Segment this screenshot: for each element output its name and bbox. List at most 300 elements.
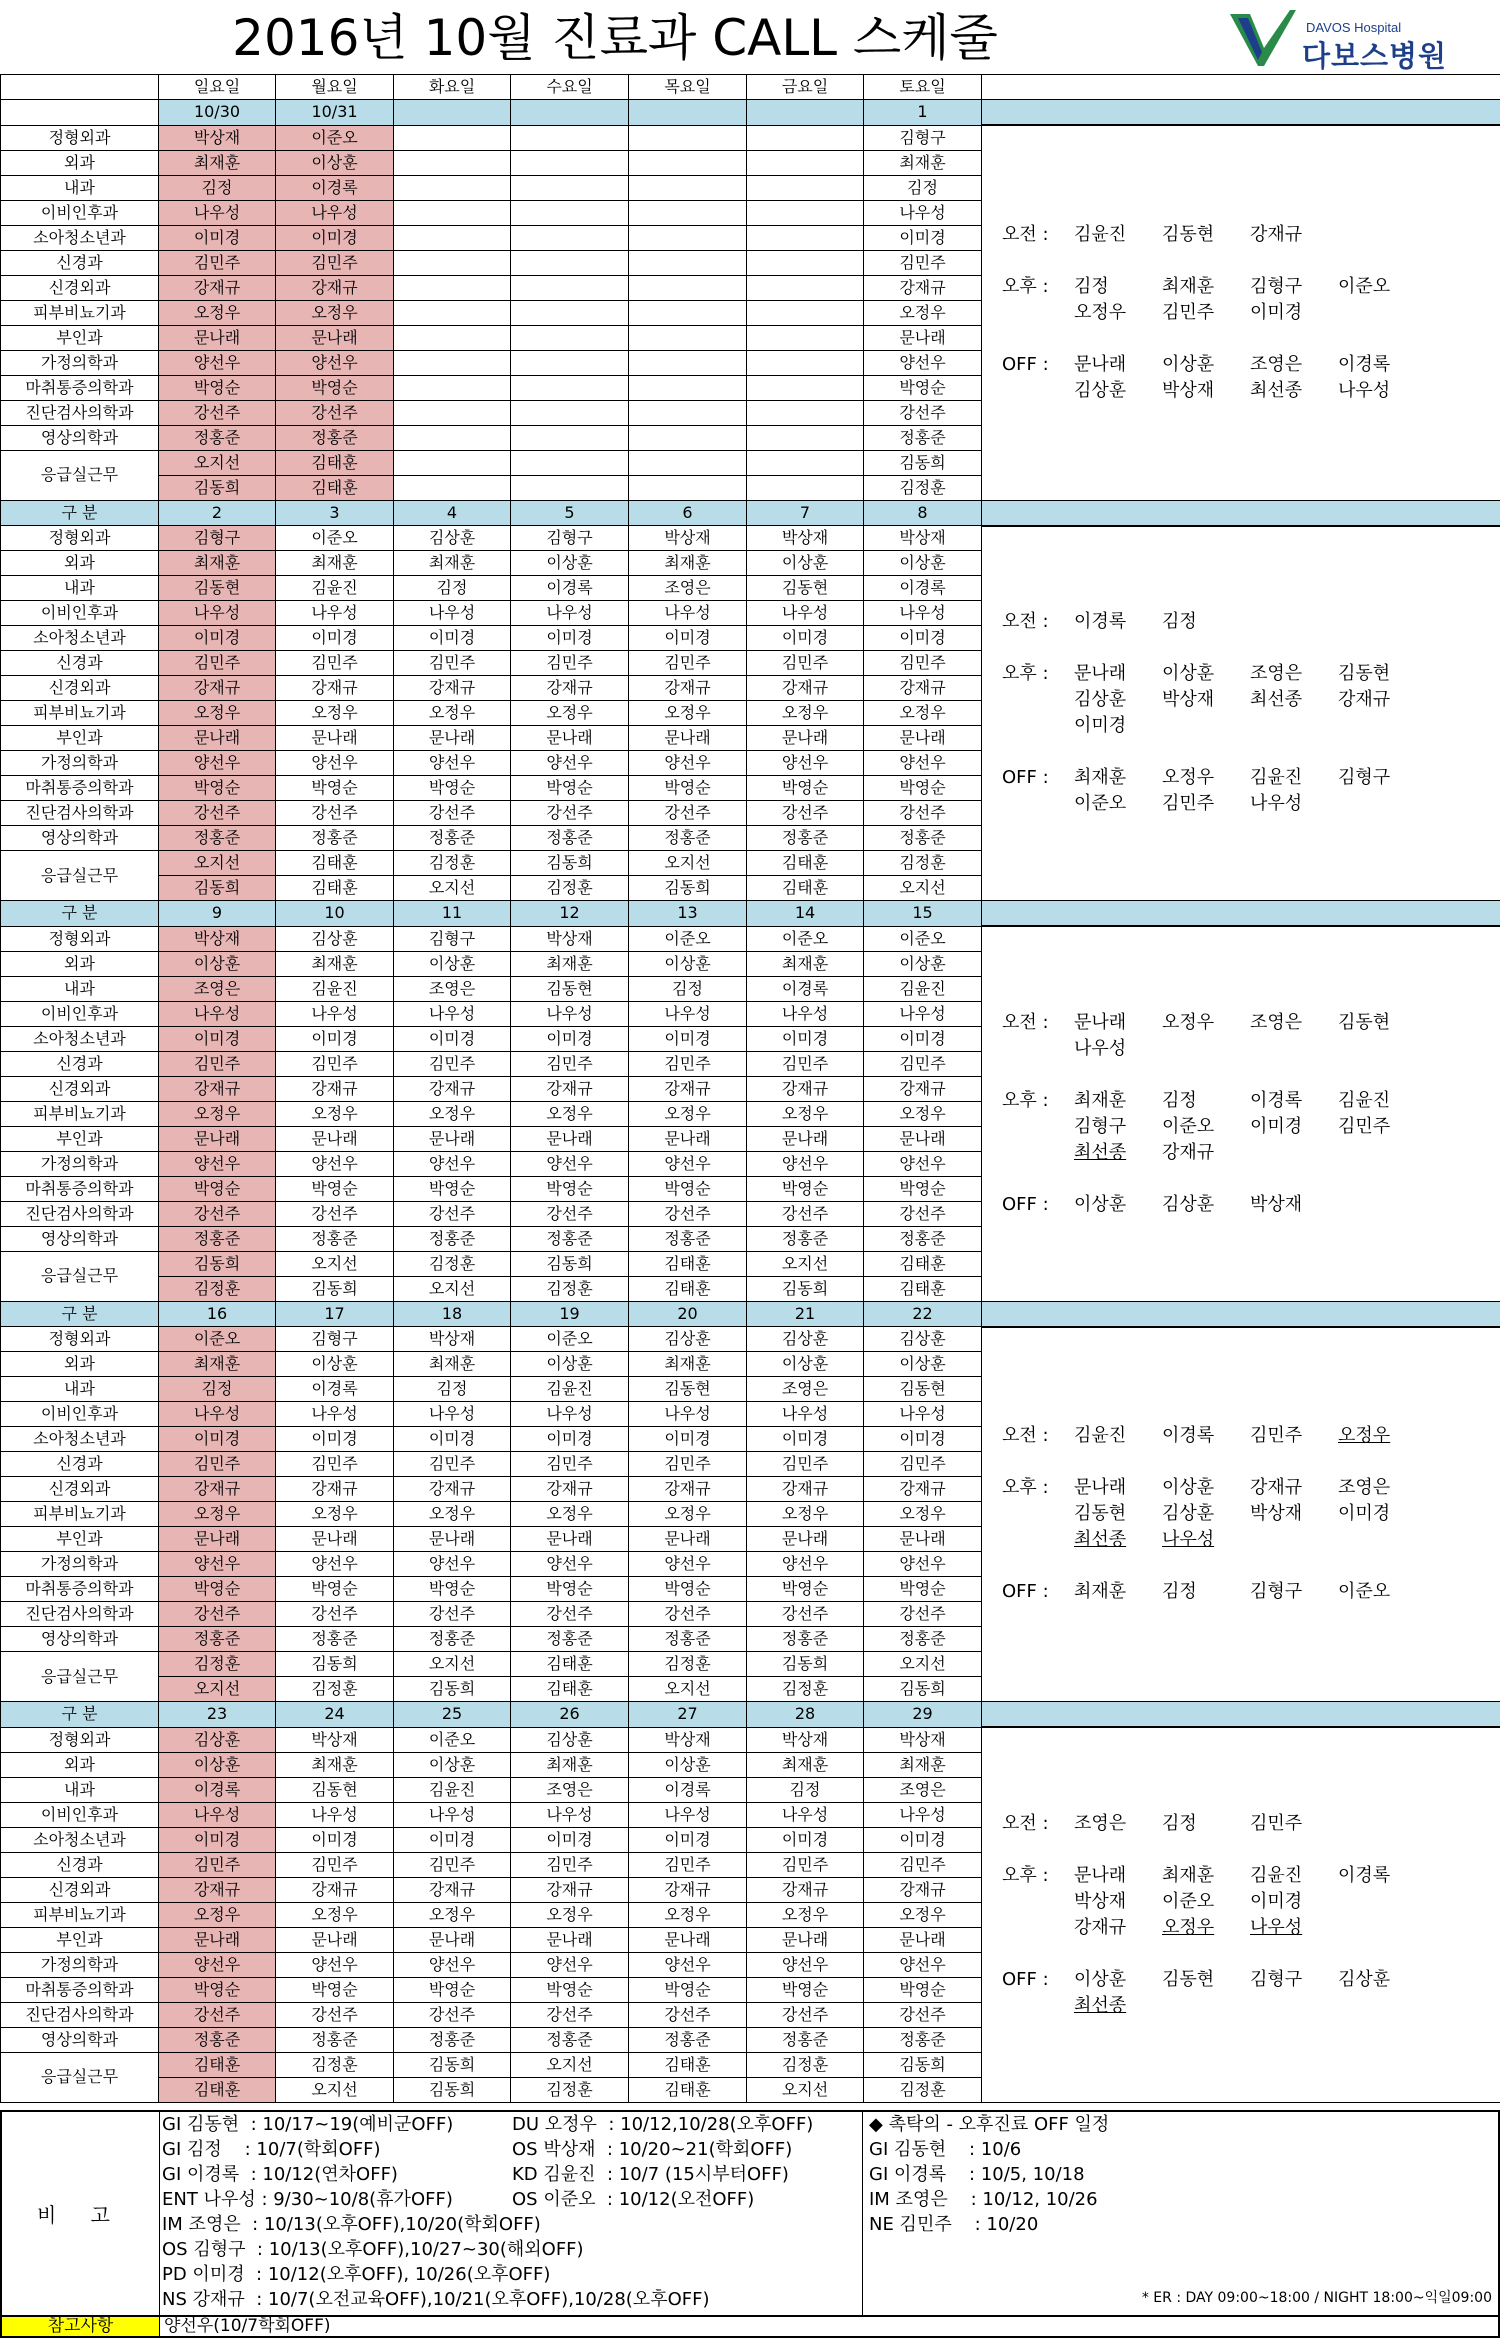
duty-cell: 오정우	[629, 1902, 747, 1927]
notes-key: OFF :	[1002, 1193, 1049, 1215]
duty-cell: 양선우	[629, 1552, 747, 1577]
duty-cell: 오정우	[276, 1101, 394, 1126]
er-duty-cell: 김동희	[159, 876, 276, 901]
duty-cell: 김윤진	[276, 576, 394, 601]
duty-cell: 강재규	[747, 1877, 864, 1902]
er-duty-cell: 오지선	[394, 1276, 511, 1301]
duty-cell: 강재규	[159, 275, 276, 300]
duty-cell: 최재훈	[276, 551, 394, 576]
duty-cell: 김민주	[511, 651, 629, 676]
duty-cell: 이미경	[629, 626, 747, 651]
duty-cell: 박영순	[159, 375, 276, 400]
duty-cell: 이경록	[276, 1377, 394, 1402]
notes-name: 김형구	[1250, 1581, 1303, 1603]
duty-cell: 최재훈	[864, 150, 982, 175]
department-name: 정형외과	[1, 125, 159, 150]
duty-cell: 김형구	[864, 125, 982, 150]
duty-cell: 이경록	[864, 576, 982, 601]
duty-cell: 이상훈	[159, 1752, 276, 1777]
duty-cell: 양선우	[159, 1552, 276, 1577]
duty-cell	[747, 325, 864, 350]
department-name: 이비인후과	[1, 601, 159, 626]
duty-cell: 강선주	[864, 400, 982, 425]
duty-cell: 조영은	[511, 1777, 629, 1802]
duty-cell: 이미경	[747, 626, 864, 651]
page-header	[0, 0, 1500, 74]
duty-cell: 나우성	[864, 1802, 982, 1827]
duty-cell: 이상훈	[511, 551, 629, 576]
notes-name: 이경록	[1162, 1425, 1215, 1447]
duty-cell: 강재규	[864, 1877, 982, 1902]
duty-cell	[511, 275, 629, 300]
er-duty-cell	[511, 475, 629, 500]
notes-name: 김윤진	[1250, 767, 1303, 789]
notes-name: 박상재	[1250, 1503, 1303, 1525]
er-duty-cell: 오지선	[511, 2052, 629, 2077]
remark-line: KD 김윤진 : 10/7 (15시부터OFF)	[512, 2164, 789, 2185]
duty-cell: 강선주	[747, 2002, 864, 2027]
notes-name: 강재규	[1338, 689, 1391, 711]
duty-cell: 정홍준	[747, 826, 864, 851]
duty-cell: 양선우	[864, 1952, 982, 1977]
duty-cell: 정홍준	[629, 826, 747, 851]
duty-cell: 김상훈	[276, 926, 394, 951]
duty-cell: 문나래	[864, 1927, 982, 1952]
duty-cell: 문나래	[394, 1126, 511, 1151]
date-cell: 8	[864, 500, 982, 526]
notes-name: 강재규	[1074, 1916, 1127, 1938]
duty-cell: 박영순	[276, 1577, 394, 1602]
remark-line: NE 김민주 : 10/20	[869, 2214, 1039, 2235]
duty-cell	[747, 200, 864, 225]
notes-line	[1002, 791, 1500, 817]
duty-cell: 오정우	[159, 701, 276, 726]
duty-cell: 김정	[394, 576, 511, 601]
duty-cell: 양선우	[276, 350, 394, 375]
duty-cell: 오정우	[864, 701, 982, 726]
date-cell: 14	[747, 901, 864, 927]
duty-cell: 박상재	[511, 926, 629, 951]
duty-cell: 나우성	[864, 1001, 982, 1026]
notes-name: 김민주	[1250, 1425, 1303, 1447]
department-name: 신경외과	[1, 1477, 159, 1502]
duty-cell: 조영은	[629, 576, 747, 601]
er-duty-cell: 김태훈	[629, 2077, 747, 2102]
notes-name: 최선종	[1250, 689, 1303, 711]
schedule-table	[0, 74, 1500, 2103]
duty-cell: 나우성	[747, 1802, 864, 1827]
er-duty-cell	[629, 475, 747, 500]
department-name: 마취통증의학과	[1, 776, 159, 801]
er-label: 응급실근무	[1, 450, 159, 500]
duty-cell: 문나래	[629, 1927, 747, 1952]
notes-line	[1002, 1114, 1500, 1140]
duty-cell: 양선우	[864, 350, 982, 375]
duty-cell: 오정우	[629, 1502, 747, 1527]
duty-cell: 양선우	[747, 1952, 864, 1977]
notes-line	[1002, 378, 1500, 404]
er-duty-cell: 김동희	[864, 2052, 982, 2077]
department-name: 진단검사의학과	[1, 400, 159, 425]
department-name: 외과	[1, 1752, 159, 1777]
duty-cell: 문나래	[747, 1527, 864, 1552]
er-duty-cell: 오지선	[394, 876, 511, 901]
notes-name: 오정우	[1162, 1011, 1215, 1033]
duty-cell: 양선우	[276, 1552, 394, 1577]
duty-cell: 나우성	[159, 200, 276, 225]
duty-cell: 문나래	[159, 1927, 276, 1952]
duty-cell: 정홍준	[511, 2027, 629, 2052]
notes-name: 김상훈	[1162, 1193, 1215, 1215]
duty-cell: 이상훈	[394, 951, 511, 976]
duty-cell	[629, 225, 747, 250]
duty-cell	[629, 300, 747, 325]
duty-cell: 강재규	[276, 1477, 394, 1502]
duty-cell: 이상훈	[864, 1352, 982, 1377]
duty-cell: 최재훈	[276, 951, 394, 976]
duty-cell: 나우성	[276, 1402, 394, 1427]
duty-cell: 문나래	[394, 726, 511, 751]
department-name: 신경과	[1, 1452, 159, 1477]
duty-cell: 이상훈	[629, 1752, 747, 1777]
duty-cell: 정홍준	[394, 1226, 511, 1251]
duty-cell: 양선우	[159, 1952, 276, 1977]
duty-cell	[511, 175, 629, 200]
notes-name: 최재훈	[1162, 275, 1215, 297]
duty-cell	[747, 375, 864, 400]
duty-cell: 최재훈	[864, 1752, 982, 1777]
duty-cell: 강선주	[276, 1602, 394, 1627]
duty-cell: 조영은	[864, 1777, 982, 1802]
duty-cell: 박상재	[394, 1327, 511, 1352]
duty-cell: 양선우	[747, 1552, 864, 1577]
duty-cell: 김정	[159, 1377, 276, 1402]
date-cell: 5	[511, 500, 629, 526]
department-name: 진단검사의학과	[1, 1201, 159, 1226]
duty-cell: 오정우	[159, 1502, 276, 1527]
duty-cell: 김상훈	[511, 1727, 629, 1752]
duty-cell: 김민주	[159, 250, 276, 275]
duty-cell: 이상훈	[159, 951, 276, 976]
remark-line: DU 오정우 : 10/12,10/28(오후OFF)	[512, 2114, 814, 2135]
duty-cell: 오정우	[629, 701, 747, 726]
duty-cell: 김민주	[394, 651, 511, 676]
duty-cell: 김민주	[394, 1051, 511, 1076]
notes-name: 오정우	[1162, 1916, 1215, 1938]
er-duty-cell: 오지선	[276, 2077, 394, 2102]
duty-cell: 양선우	[629, 1952, 747, 1977]
duty-cell: 박영순	[511, 1176, 629, 1201]
duty-cell: 문나래	[864, 1527, 982, 1552]
duty-cell: 김윤진	[276, 976, 394, 1001]
duty-cell: 박영순	[159, 1977, 276, 2002]
er-duty-cell: 김정훈	[864, 475, 982, 500]
department-name: 마취통증의학과	[1, 1577, 159, 1602]
duty-cell: 김형구	[276, 1327, 394, 1352]
duty-cell: 나우성	[276, 200, 394, 225]
gubun-label: 구 분	[1, 901, 159, 927]
duty-cell	[394, 425, 511, 450]
er-duty-cell: 김태훈	[276, 876, 394, 901]
duty-cell: 김민주	[159, 1452, 276, 1477]
duty-cell: 이준오	[159, 1327, 276, 1352]
duty-cell: 김민주	[629, 1852, 747, 1877]
department-name: 신경외과	[1, 1877, 159, 1902]
duty-cell: 김정	[394, 1377, 511, 1402]
duty-cell: 양선우	[747, 1151, 864, 1176]
notes-name: 오정우	[1074, 301, 1127, 323]
department-name: 영상의학과	[1, 2027, 159, 2052]
duty-cell: 이미경	[394, 626, 511, 651]
duty-cell: 박영순	[629, 1176, 747, 1201]
duty-cell: 김민주	[394, 1852, 511, 1877]
duty-cell: 강선주	[276, 1201, 394, 1226]
notes-key: 오전 :	[1002, 1425, 1049, 1447]
duty-cell: 이미경	[159, 1026, 276, 1051]
notes-name: 문나래	[1074, 1864, 1127, 1886]
duty-cell: 이미경	[159, 225, 276, 250]
duty-cell	[747, 175, 864, 200]
duty-cell: 문나래	[511, 726, 629, 751]
duty-cell: 양선우	[394, 751, 511, 776]
duty-cell: 이미경	[276, 225, 394, 250]
er-duty-cell: 김동희	[864, 1677, 982, 1702]
er-duty-cell: 김동희	[159, 475, 276, 500]
notes-name: 김정	[1162, 1812, 1197, 1834]
duty-cell: 나우성	[394, 1402, 511, 1427]
weekday-header: 금요일	[747, 75, 864, 100]
remark-line: IM 조영은 : 10/12, 10/26	[869, 2189, 1098, 2210]
duty-cell: 문나래	[629, 1527, 747, 1552]
department-name: 부인과	[1, 1927, 159, 1952]
duty-cell: 이미경	[394, 1026, 511, 1051]
duty-cell: 강선주	[747, 1201, 864, 1226]
remark-line: GI 이경록 : 10/5, 10/18	[869, 2164, 1085, 2185]
duty-cell: 오정우	[864, 1101, 982, 1126]
notes-line	[1002, 274, 1500, 300]
duty-cell: 문나래	[159, 325, 276, 350]
notes-key: OFF :	[1002, 1968, 1049, 1990]
duty-cell: 오정우	[394, 1101, 511, 1126]
notes-name: 최선종	[1074, 1141, 1127, 1163]
notes-name: 나우성	[1074, 1037, 1127, 1059]
duty-cell: 문나래	[864, 726, 982, 751]
notes-name: 이경록	[1338, 1864, 1391, 1886]
notes-name: 조영은	[1074, 1812, 1127, 1834]
department-name: 신경과	[1, 250, 159, 275]
department-name: 소아청소년과	[1, 225, 159, 250]
er-duty-cell: 김태훈	[511, 1677, 629, 1702]
department-name: 피부비뇨기과	[1, 300, 159, 325]
notes-name: 나우성	[1250, 793, 1303, 815]
date-cell: 17	[276, 1301, 394, 1327]
notes-line	[1002, 1915, 1500, 1941]
department-name: 신경과	[1, 651, 159, 676]
notes-line	[1002, 1811, 1500, 1837]
er-duty-cell: 김동희	[747, 1652, 864, 1677]
department-name: 소아청소년과	[1, 626, 159, 651]
date-cell: 11	[394, 901, 511, 927]
duty-cell	[747, 275, 864, 300]
notes-key: OFF :	[1002, 1581, 1049, 1603]
duty-cell	[394, 300, 511, 325]
date-cell	[511, 100, 629, 126]
duty-cell: 박영순	[747, 1977, 864, 2002]
duty-cell: 문나래	[276, 726, 394, 751]
duty-cell	[394, 250, 511, 275]
remark-line: GI 김동현 : 10/6	[869, 2139, 1022, 2160]
duty-cell	[394, 150, 511, 175]
notes-name: 박상재	[1162, 379, 1215, 401]
date-cell	[747, 100, 864, 126]
duty-cell: 이경록	[629, 1777, 747, 1802]
notes-name: 김동현	[1162, 223, 1215, 245]
duty-cell: 강재규	[864, 1076, 982, 1101]
duty-cell: 김동현	[747, 576, 864, 601]
department-name: 부인과	[1, 325, 159, 350]
notes-key: OFF :	[1002, 353, 1049, 375]
er-duty-cell: 김정훈	[747, 2052, 864, 2077]
duty-cell: 박영순	[276, 1977, 394, 2002]
duty-cell: 이경록	[276, 175, 394, 200]
duty-cell: 문나래	[864, 325, 982, 350]
duty-cell	[511, 200, 629, 225]
duty-cell: 문나래	[276, 1927, 394, 1952]
duty-cell: 이준오	[276, 526, 394, 551]
date-cell: 9	[159, 901, 276, 927]
department-name: 신경외과	[1, 676, 159, 701]
notes-name: 이상훈	[1162, 663, 1215, 685]
notes-name: 김형구	[1074, 1115, 1127, 1137]
notes-date-cell	[982, 500, 1500, 526]
er-duty-cell: 김태훈	[159, 2077, 276, 2102]
duty-cell: 나우성	[864, 1402, 982, 1427]
department-name: 소아청소년과	[1, 1026, 159, 1051]
duty-cell: 오정우	[276, 1902, 394, 1927]
department-name: 마취통증의학과	[1, 1176, 159, 1201]
duty-cell: 문나래	[159, 726, 276, 751]
duty-cell	[629, 200, 747, 225]
corner-cell	[1, 75, 159, 100]
duty-cell: 이미경	[864, 1827, 982, 1852]
date-cell: 10/30	[159, 100, 276, 126]
notes-date-cell	[982, 1301, 1500, 1327]
duty-cell: 양선우	[864, 1151, 982, 1176]
duty-cell: 나우성	[276, 1802, 394, 1827]
notes-name: 김동현	[1338, 663, 1391, 685]
notes-name: 조영은	[1250, 1011, 1303, 1033]
duty-cell	[747, 150, 864, 175]
notes-name: 김동현	[1338, 1011, 1391, 1033]
duty-cell: 김상훈	[747, 1327, 864, 1352]
duty-cell: 정홍준	[629, 1627, 747, 1652]
er-duty-cell	[629, 450, 747, 475]
notes-name: 김윤진	[1074, 1425, 1127, 1447]
duty-cell: 오정우	[511, 1902, 629, 1927]
duty-cell: 정홍준	[747, 1226, 864, 1251]
notes-name: 이미경	[1250, 1890, 1303, 1912]
department-name: 피부비뇨기과	[1, 1902, 159, 1927]
notes-name: 문나래	[1074, 1011, 1127, 1033]
notes-name: 강재규	[1250, 1477, 1303, 1499]
duty-cell: 양선우	[864, 751, 982, 776]
notes-key: 오후 :	[1002, 1477, 1049, 1499]
er-duty-cell: 김동희	[747, 1276, 864, 1301]
hospital-logo	[1228, 8, 1488, 73]
er-duty-cell: 김동희	[511, 851, 629, 876]
er-duty-cell: 오지선	[629, 1677, 747, 1702]
er-duty-cell: 오지선	[159, 450, 276, 475]
date-cell: 13	[629, 901, 747, 927]
duty-cell: 강선주	[394, 1201, 511, 1226]
duty-cell: 강재규	[747, 1477, 864, 1502]
er-duty-cell: 김동희	[276, 1276, 394, 1301]
remark-line: GI 김정 : 10/7(학회OFF)	[162, 2139, 381, 2160]
notes-name: 김정	[1074, 275, 1109, 297]
date-cell: 15	[864, 901, 982, 927]
duty-cell: 이경록	[159, 1777, 276, 1802]
notes-name: 나우성	[1250, 1916, 1303, 1938]
er-duty-cell: 김태훈	[511, 1652, 629, 1677]
duty-cell: 이경록	[511, 576, 629, 601]
duty-cell: 오정우	[511, 1101, 629, 1126]
department-row	[1, 926, 1500, 951]
duty-cell: 김정	[747, 1777, 864, 1802]
page-title: 2016년 10월 진료과 CALL 스케줄	[232, 9, 998, 67]
duty-cell: 나우성	[747, 601, 864, 626]
notes-key: 오전 :	[1002, 223, 1049, 245]
date-cell: 10/31	[276, 100, 394, 126]
duty-cell: 강재규	[159, 1477, 276, 1502]
department-name: 정형외과	[1, 926, 159, 951]
duty-cell	[629, 350, 747, 375]
duty-cell: 문나래	[276, 1126, 394, 1151]
notes-name: 이미경	[1338, 1503, 1391, 1525]
duty-cell: 정홍준	[276, 1627, 394, 1652]
notes-name: 이준오	[1162, 1890, 1215, 1912]
duty-cell: 오정우	[159, 1101, 276, 1126]
notes-key: 오전 :	[1002, 1812, 1049, 1834]
department-name: 가정의학과	[1, 751, 159, 776]
notes-name: 조영은	[1250, 663, 1303, 685]
duty-cell: 김민주	[159, 1852, 276, 1877]
department-name: 신경외과	[1, 275, 159, 300]
duty-cell: 오정우	[159, 300, 276, 325]
logo-korean-name: 다보스병원	[1302, 39, 1448, 73]
duty-cell: 강선주	[747, 801, 864, 826]
notes-name: 최재훈	[1074, 767, 1127, 789]
remark-line: OS 이준오 : 10/12(오전OFF)	[512, 2189, 755, 2210]
er-label: 응급실근무	[1, 2052, 159, 2102]
notes-name: 이준오	[1074, 793, 1127, 815]
duty-cell: 오정우	[864, 1502, 982, 1527]
duty-cell	[394, 125, 511, 150]
duty-cell: 박영순	[159, 776, 276, 801]
duty-cell	[511, 225, 629, 250]
duty-cell	[394, 350, 511, 375]
duty-cell: 김민주	[629, 1452, 747, 1477]
er-duty-cell: 김정훈	[276, 2052, 394, 2077]
date-cell: 27	[629, 1702, 747, 1728]
notes-name: 최재훈	[1162, 1864, 1215, 1886]
duty-cell: 김민주	[864, 250, 982, 275]
duty-cell: 강선주	[159, 2002, 276, 2027]
duty-cell: 양선우	[629, 1151, 747, 1176]
department-name: 진단검사의학과	[1, 2002, 159, 2027]
duty-cell: 강선주	[629, 1602, 747, 1627]
date-row	[1, 1301, 1500, 1327]
duty-cell: 정홍준	[511, 1226, 629, 1251]
